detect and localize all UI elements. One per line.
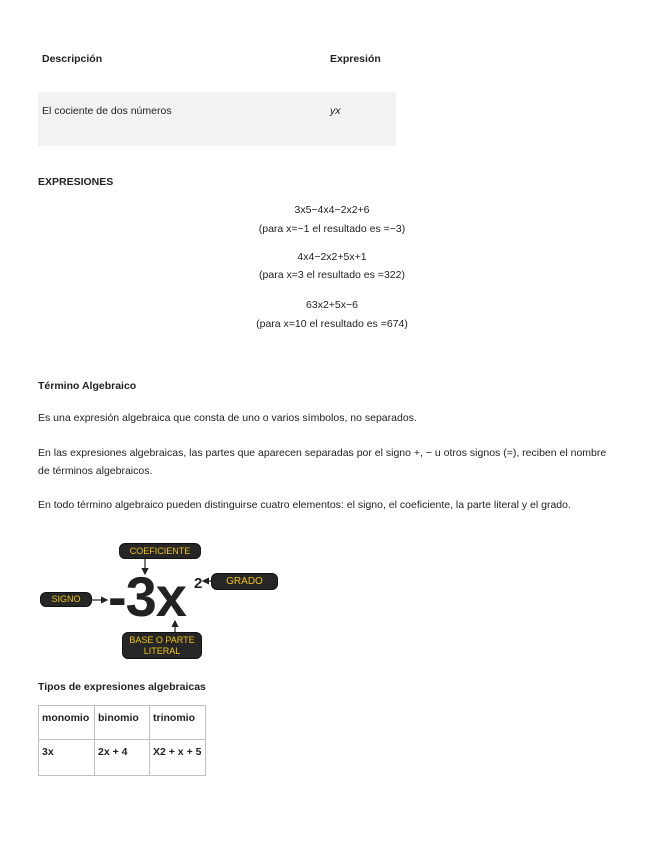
table-cell: X2 + x + 5 — [150, 740, 206, 776]
table-header-cell: binomio — [95, 706, 150, 740]
expression-1-note: (para x=−1 el resultado es =−3) — [258, 223, 406, 235]
base-literal-line1: BASE O PARTE — [129, 634, 195, 645]
expression-2: 4x4−2x2+5x+1 — [297, 251, 367, 263]
table-cell: 3x — [39, 740, 95, 776]
expression-3: 63x2+5x−6 — [306, 299, 358, 311]
termino-paragraph-2a: En las expresiones algebraicas, las partes que aparecen separadas por el signo +, − u otros signos (=), reciben el nombre — [38, 447, 607, 459]
expression-2-note: (para x=3 el resultado es =322) — [259, 269, 405, 281]
termino-paragraph-3: En todo término algebraico pueden distinguirse cuatro elementos: el signo, el coeficiente, la parte literal y el grado. — [38, 499, 571, 511]
row-expression: yx — [330, 105, 341, 117]
termino-heading: Término Algebraico — [38, 380, 137, 392]
expresiones-heading: EXPRESIONES — [38, 176, 114, 188]
termino-paragraph-2b: de términos algebraicos. — [38, 465, 153, 477]
algebraic-term: -3x — [108, 565, 186, 628]
base-literal-line2: LITERAL — [143, 645, 181, 656]
signo-label: SIGNO — [40, 592, 92, 607]
term-exponent: 2 — [194, 575, 203, 592]
table-row — [39, 706, 206, 740]
header-description: Descripción — [42, 53, 103, 65]
coeficiente-label: COEFICIENTE — [119, 543, 201, 559]
table-row — [39, 740, 206, 776]
grado-label: GRADO — [211, 573, 278, 590]
table-header-cell: monomio — [39, 706, 95, 740]
table-cell: 2x + 4 — [95, 740, 150, 776]
expression-3-note: (para x=10 el resultado es =674) — [256, 318, 408, 330]
expression-1: 3x5−4x4−2x2+6 — [294, 204, 370, 216]
table-header-cell: trinomio — [150, 706, 206, 740]
tipos-heading: Tipos de expresiones algebraicas — [38, 681, 206, 693]
header-expression: Expresión — [330, 53, 381, 65]
termino-paragraph-1: Es una expresión algebraica que consta de uno o varios símbolos, no separados. — [38, 412, 417, 424]
row-description: El cociente de dos números — [42, 105, 172, 117]
tipos-table — [38, 705, 206, 776]
